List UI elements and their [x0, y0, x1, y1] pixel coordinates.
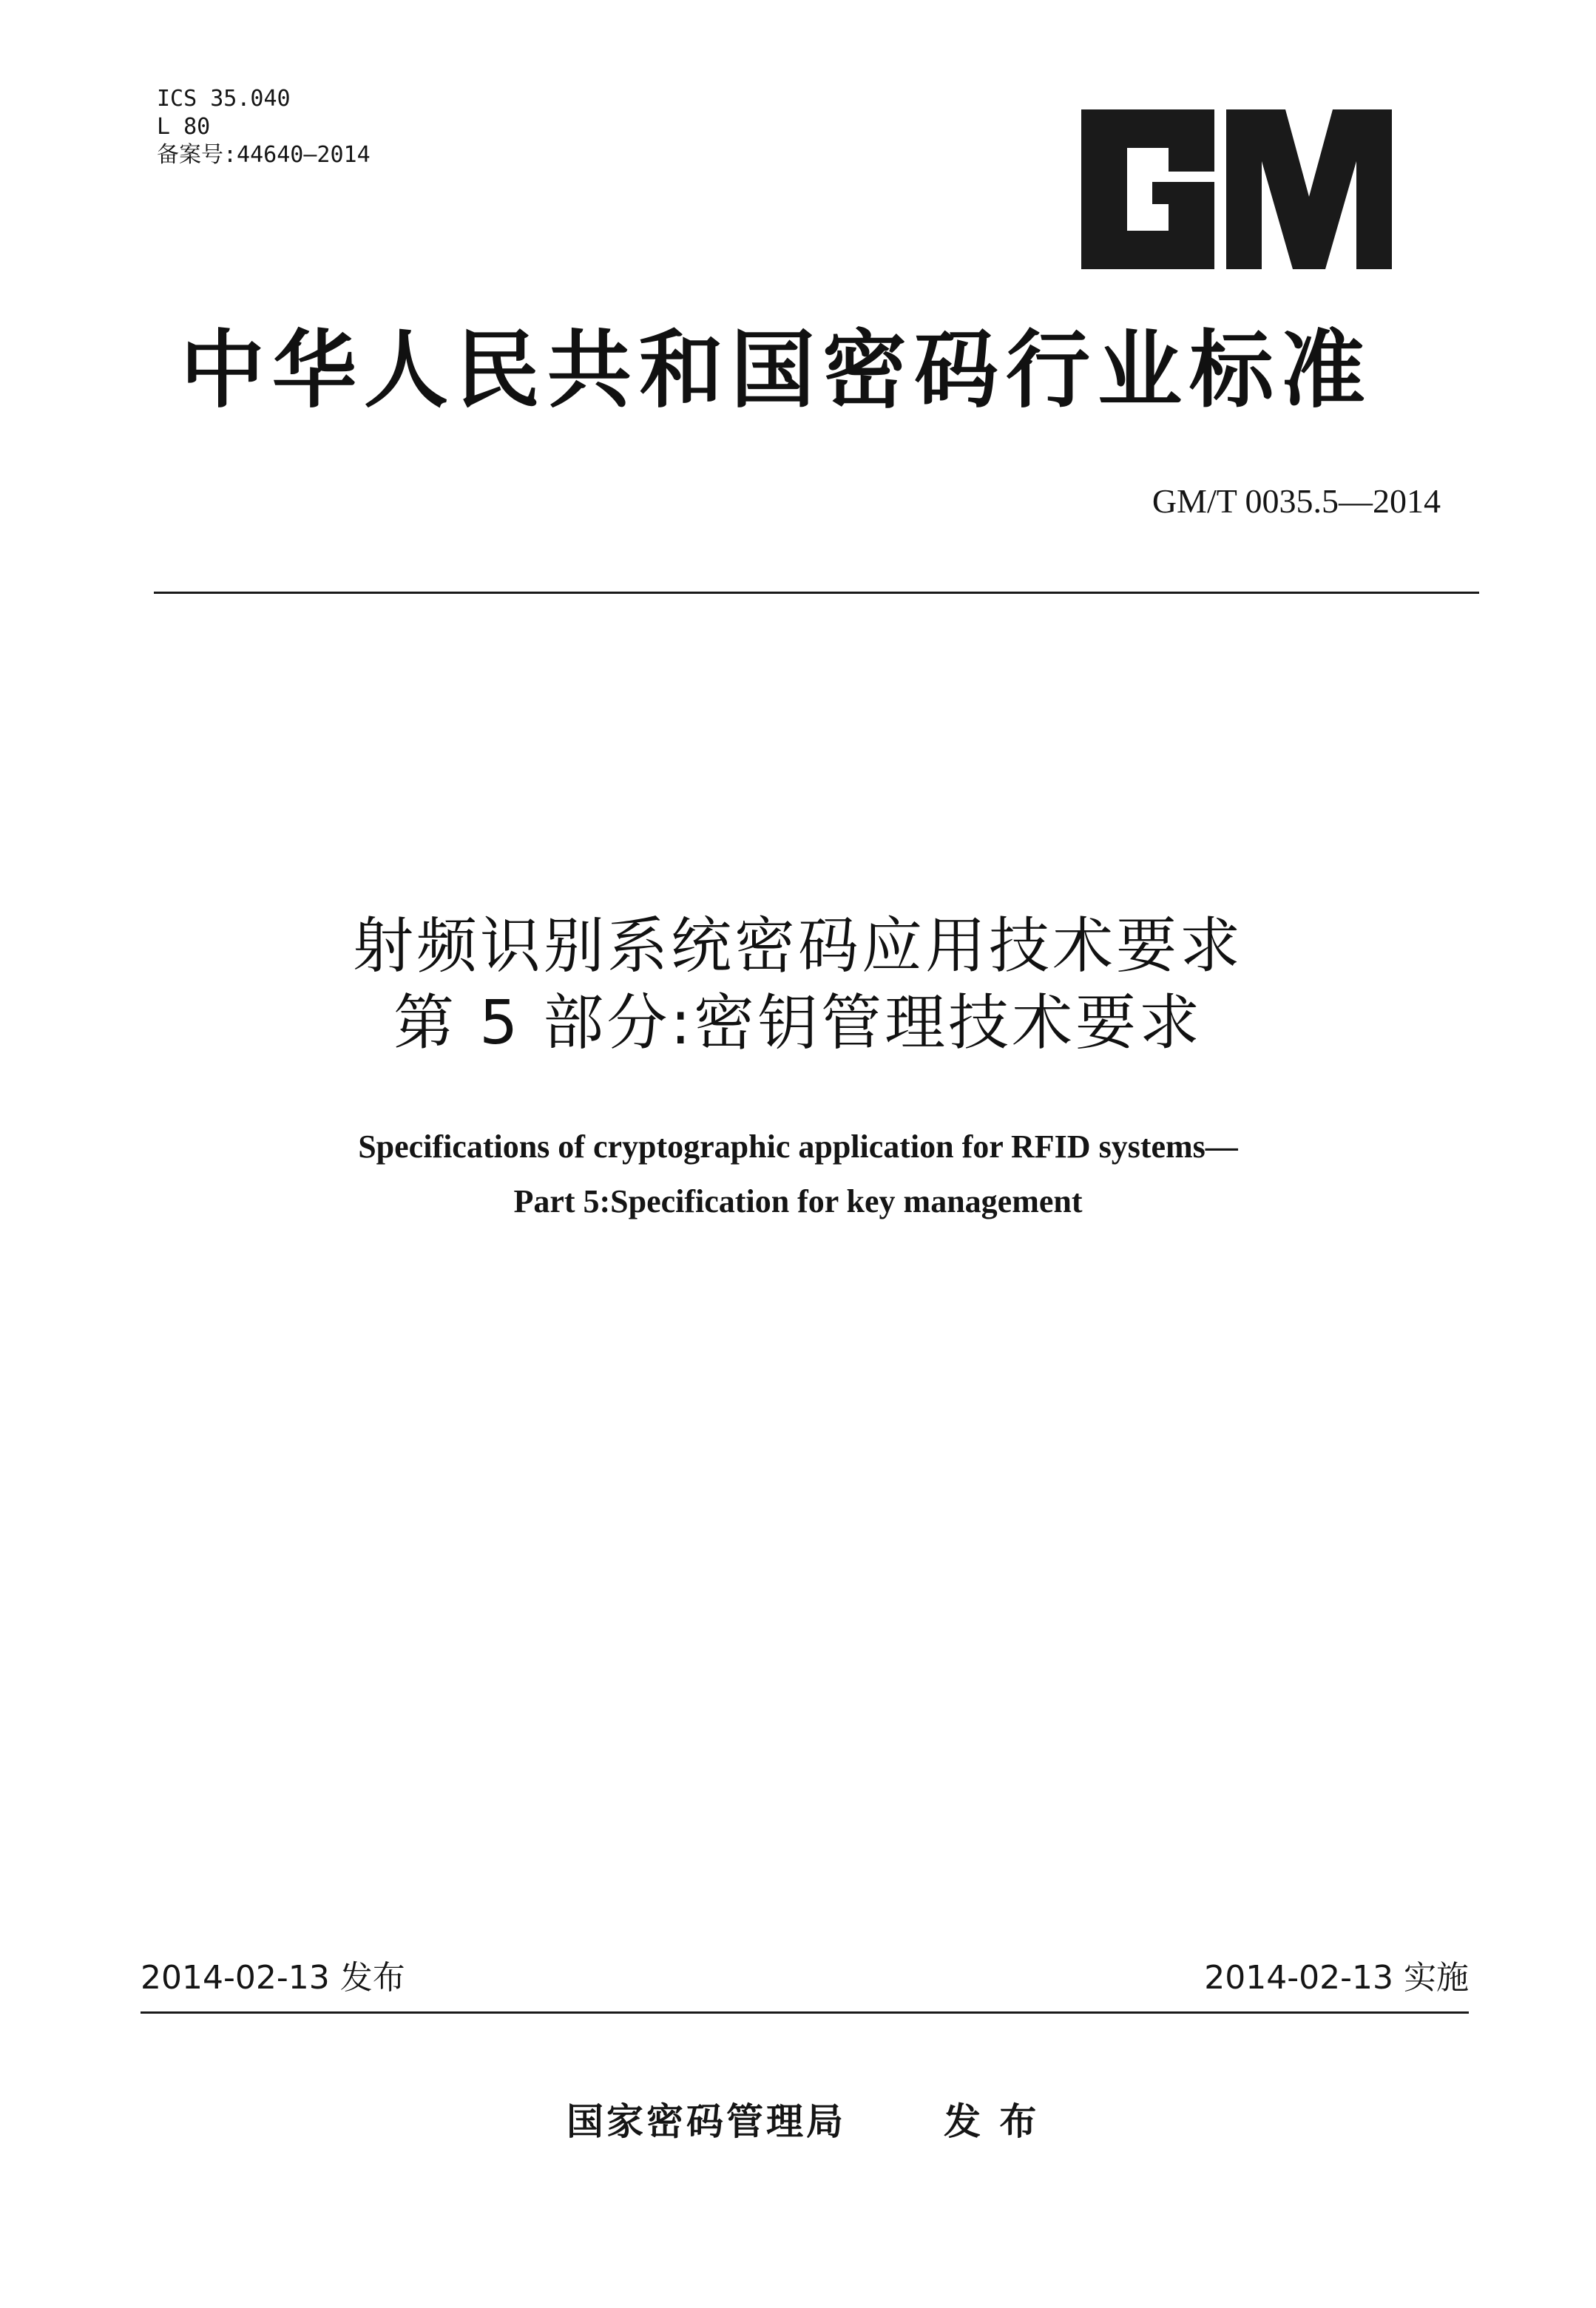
gm-logo-letter-m — [1226, 109, 1392, 269]
record-number: 备案号:44640—2014 — [157, 142, 371, 168]
release-date: 2014-02-13 发布 — [141, 1959, 405, 1997]
standard-code: GM/T 0035.5—2014 — [1152, 482, 1441, 520]
document-title-en-line2: Part 5:Specification for key management — [513, 1183, 1083, 1219]
ics-code: ICS 35.040 — [157, 86, 291, 112]
document-title-en-line1: Specifications of cryptographic application for RFID systems— — [358, 1128, 1238, 1165]
document-title-cn-line1: 射频识别系统密码应用技术要求 — [352, 911, 1243, 981]
standard-category-title: 中华人民共和国密码行业标准 — [180, 321, 1373, 419]
issuing-authority: 国家密码管理局 — [567, 2100, 846, 2143]
gm-logo — [1081, 109, 1392, 269]
implementation-date: 2014-02-13 实施 — [1204, 1959, 1469, 1997]
header-divider — [154, 592, 1479, 594]
ccs-code: L 80 — [157, 114, 211, 140]
issue-action: 发 布 — [944, 2100, 1040, 2143]
document-title-cn-line2: 第 5 部分:密钥管理技术要求 — [393, 988, 1203, 1058]
footer-divider — [141, 2011, 1469, 2014]
gm-logo-letter-g — [1081, 109, 1214, 269]
